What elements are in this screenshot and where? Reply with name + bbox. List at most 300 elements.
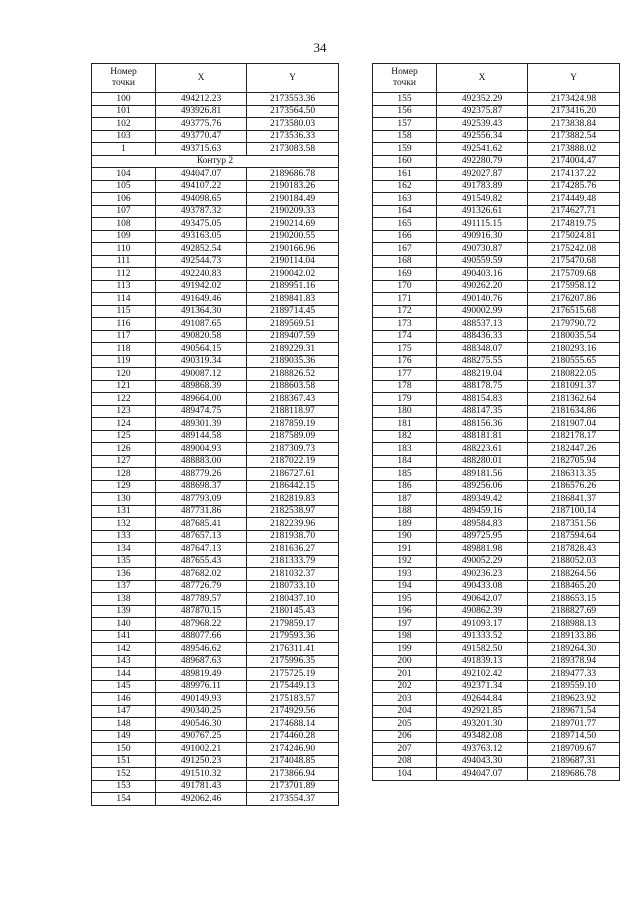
cell-point-number: 172	[373, 305, 437, 318]
cell-point-number: 157	[373, 118, 437, 131]
cell-x: 488077.66	[156, 630, 247, 643]
cell-point-number: 183	[373, 443, 437, 456]
page-number: 34	[313, 40, 327, 55]
cell-x: 491942.02	[156, 280, 247, 293]
cell-x: 490862.39	[437, 605, 528, 618]
cell-x: 488223.61	[437, 443, 528, 456]
cell-point-number: 184	[373, 455, 437, 468]
cell-x: 491783.89	[437, 180, 528, 193]
cell-x: 491549.82	[437, 193, 528, 206]
cell-point-number: 168	[373, 255, 437, 268]
cell-x: 488275.55	[437, 355, 528, 368]
table-row	[373, 393, 620, 406]
cell-x: 491326.61	[437, 205, 528, 218]
cell-x: 493201.30	[437, 718, 528, 731]
cell-point-number: 164	[373, 205, 437, 218]
cell-y: 2189686.78	[528, 768, 620, 781]
table-row	[92, 505, 339, 518]
cell-x: 493787.32	[156, 205, 247, 218]
table-row	[373, 418, 620, 431]
cell-x: 491002.21	[156, 743, 247, 756]
cell-y: 2190114.04	[247, 255, 339, 268]
cell-point-number: 150	[92, 743, 156, 756]
table-row	[92, 518, 339, 531]
cell-point-number: 202	[373, 680, 437, 693]
table-row	[373, 668, 620, 681]
cell-x: 492539.43	[437, 118, 528, 131]
cell-x: 487793.09	[156, 493, 247, 506]
table-row	[92, 168, 339, 181]
cell-y: 2175725.19	[247, 668, 339, 681]
cell-y: 2174929.56	[247, 705, 339, 718]
table-row	[92, 480, 339, 493]
cell-point-number: 135	[92, 555, 156, 568]
table-row	[373, 705, 620, 718]
table-row	[373, 330, 620, 343]
cell-x: 489474.75	[156, 405, 247, 418]
cell-point-number: 143	[92, 655, 156, 668]
table-row	[373, 468, 620, 481]
cell-x: 492921.85	[437, 705, 528, 718]
cell-x: 491839.13	[437, 655, 528, 668]
header-point-number: Номер точки	[373, 64, 437, 93]
cell-point-number: 104	[373, 768, 437, 781]
cell-y: 2173553.36	[247, 93, 339, 106]
cell-point-number: 124	[92, 418, 156, 431]
table-row	[92, 143, 339, 156]
cell-point-number: 139	[92, 605, 156, 618]
cell-point-number: 133	[92, 530, 156, 543]
cell-point-number: 187	[373, 493, 437, 506]
cell-y: 2190209.33	[247, 205, 339, 218]
cell-x: 488537.13	[437, 318, 528, 331]
cell-point-number: 174	[373, 330, 437, 343]
cell-x: 487726.79	[156, 580, 247, 593]
cell-point-number: 144	[92, 668, 156, 681]
cell-y: 2176207.86	[528, 293, 620, 306]
cell-x: 492544.73	[156, 255, 247, 268]
table-row	[92, 693, 339, 706]
cell-y: 2175958.12	[528, 280, 620, 293]
table-row	[92, 268, 339, 281]
table-row	[92, 393, 339, 406]
cell-point-number: 155	[373, 93, 437, 106]
cell-x: 489881.98	[437, 543, 528, 556]
cell-x: 490236.23	[437, 568, 528, 581]
cell-point-number: 101	[92, 105, 156, 118]
cell-y: 2187309.73	[247, 443, 339, 456]
table-row	[92, 568, 339, 581]
cell-point-number: 176	[373, 355, 437, 368]
cell-x: 491582.50	[437, 643, 528, 656]
table-row	[92, 555, 339, 568]
cell-point-number: 194	[373, 580, 437, 593]
cell-y: 2189623.92	[528, 693, 620, 706]
table-row	[92, 543, 339, 556]
cell-point-number: 179	[373, 393, 437, 406]
cell-point-number: 142	[92, 643, 156, 656]
cell-x: 490767.25	[156, 730, 247, 743]
table-row	[92, 643, 339, 656]
table-row	[92, 180, 339, 193]
cell-point-number: 167	[373, 243, 437, 256]
table-row	[92, 230, 339, 243]
cell-x: 488348.07	[437, 343, 528, 356]
cell-x: 490149.93	[156, 693, 247, 706]
cell-point-number: 129	[92, 480, 156, 493]
table-row	[92, 330, 339, 343]
cell-x: 487685.41	[156, 518, 247, 531]
cell-y: 2175242.08	[528, 243, 620, 256]
cell-point-number: 138	[92, 593, 156, 606]
table-row	[92, 705, 339, 718]
cell-point-number: 171	[373, 293, 437, 306]
cell-y: 2174627.71	[528, 205, 620, 218]
table-row	[373, 605, 620, 618]
table-row	[92, 768, 339, 781]
cell-point-number: 196	[373, 605, 437, 618]
cell-x: 493770.47	[156, 130, 247, 143]
table-row	[373, 755, 620, 768]
table-row	[373, 230, 620, 243]
cell-y: 2189709.67	[528, 743, 620, 756]
cell-y: 2190214.69	[247, 218, 339, 231]
table-row	[92, 680, 339, 693]
cell-point-number: 205	[373, 718, 437, 731]
table-row	[92, 580, 339, 593]
table-row	[373, 493, 620, 506]
cell-point-number: 169	[373, 268, 437, 281]
cell-point-number: 136	[92, 568, 156, 581]
cell-point-number: 107	[92, 205, 156, 218]
cell-point-number: 122	[92, 393, 156, 406]
cell-x: 489349.42	[437, 493, 528, 506]
table-row	[373, 693, 620, 706]
cell-x: 489819.49	[156, 668, 247, 681]
cell-point-number: 119	[92, 355, 156, 368]
cell-y: 2180035.54	[528, 330, 620, 343]
cell-x: 492644.84	[437, 693, 528, 706]
cell-y: 2188988.13	[528, 618, 620, 631]
table-row	[373, 518, 620, 531]
cell-y: 2180437.10	[247, 593, 339, 606]
cell-point-number: 165	[373, 218, 437, 231]
cell-y: 2182538.97	[247, 505, 339, 518]
cell-y: 2180293.16	[528, 343, 620, 356]
cell-x: 489664.00	[156, 393, 247, 406]
cell-x: 490559.59	[437, 255, 528, 268]
cell-x: 492352.29	[437, 93, 528, 106]
cell-point-number: 186	[373, 480, 437, 493]
table-row	[373, 543, 620, 556]
cell-x: 490730.87	[437, 243, 528, 256]
cell-point-number: 189	[373, 518, 437, 531]
cell-y: 2190042.02	[247, 268, 339, 281]
cell-y: 2181333.79	[247, 555, 339, 568]
table-row	[92, 418, 339, 431]
cell-y: 2188603.58	[247, 380, 339, 393]
cell-x: 490319.34	[156, 355, 247, 368]
cell-x: 488147.35	[437, 405, 528, 418]
cell-point-number: 181	[373, 418, 437, 431]
cell-y: 2188052.03	[528, 555, 620, 568]
table-row	[373, 255, 620, 268]
cell-x: 494098.65	[156, 193, 247, 206]
cell-point-number: 162	[373, 180, 437, 193]
cell-y: 2189229.31	[247, 343, 339, 356]
cell-point-number: 148	[92, 718, 156, 731]
cell-point-number: 109	[92, 230, 156, 243]
cell-y: 2173888.02	[528, 143, 620, 156]
cell-x: 489256.06	[437, 480, 528, 493]
table-row	[373, 618, 620, 631]
cell-x: 492102.42	[437, 668, 528, 681]
table-row	[373, 530, 620, 543]
table-row	[373, 168, 620, 181]
table-row	[373, 430, 620, 443]
cell-point-number: 161	[373, 168, 437, 181]
cell-point-number: 127	[92, 455, 156, 468]
cell-y: 2174246.90	[247, 743, 339, 756]
cell-x: 489868.39	[156, 380, 247, 393]
cell-y: 2189378.94	[528, 655, 620, 668]
table-row	[373, 630, 620, 643]
cell-x: 494043.30	[437, 755, 528, 768]
cell-point-number: 114	[92, 293, 156, 306]
table-row	[373, 118, 620, 131]
table-row	[92, 593, 339, 606]
cell-x: 490916.30	[437, 230, 528, 243]
cell-x: 488156.36	[437, 418, 528, 431]
table-row	[92, 255, 339, 268]
contour-label: Контур 2	[92, 155, 339, 168]
cell-y: 2173701.89	[247, 780, 339, 793]
cell-x: 489687.63	[156, 655, 247, 668]
cell-x: 493482.08	[437, 730, 528, 743]
table-row	[92, 105, 339, 118]
table-header-row	[373, 64, 620, 93]
cell-point-number: 178	[373, 380, 437, 393]
cell-x: 492556.34	[437, 130, 528, 143]
cell-y: 2188653.15	[528, 593, 620, 606]
cell-y: 2173416.20	[528, 105, 620, 118]
table-row	[373, 218, 620, 231]
table-row	[373, 368, 620, 381]
cell-y: 2189133.86	[528, 630, 620, 643]
cell-point-number: 128	[92, 468, 156, 481]
cell-y: 2181907.04	[528, 418, 620, 431]
cell-y: 2180145.43	[247, 605, 339, 618]
table-row	[92, 218, 339, 231]
cell-x: 488181.81	[437, 430, 528, 443]
cell-x: 488280.01	[437, 455, 528, 468]
table-row	[92, 718, 339, 731]
table-row	[92, 280, 339, 293]
table-row	[373, 555, 620, 568]
table-row	[373, 593, 620, 606]
cell-x: 493775.76	[156, 118, 247, 131]
table-row	[92, 243, 339, 256]
table-row	[92, 380, 339, 393]
coordinates-table-left	[91, 63, 339, 806]
cell-point-number: 203	[373, 693, 437, 706]
cell-x: 491250.23	[156, 755, 247, 768]
cell-y: 2174688.14	[247, 718, 339, 731]
cell-x: 491510.32	[156, 768, 247, 781]
cell-point-number: 121	[92, 380, 156, 393]
cell-point-number: 191	[373, 543, 437, 556]
table-row	[92, 743, 339, 756]
cell-point-number: 116	[92, 318, 156, 331]
cell-x: 489976.11	[156, 680, 247, 693]
cell-y: 2189714.45	[247, 305, 339, 318]
cell-x: 489301.39	[156, 418, 247, 431]
table-row	[373, 268, 620, 281]
cell-y: 2174137.22	[528, 168, 620, 181]
cell-y: 2175709.68	[528, 268, 620, 281]
cell-y: 2188367.43	[247, 393, 339, 406]
cell-point-number: 113	[92, 280, 156, 293]
cell-y: 2186841.37	[528, 493, 620, 506]
table-row	[373, 193, 620, 206]
table-row	[373, 180, 620, 193]
cell-y: 2187859.19	[247, 418, 339, 431]
table-row	[92, 343, 339, 356]
cell-y: 2179859.17	[247, 618, 339, 631]
cell-point-number: 140	[92, 618, 156, 631]
header-x: X	[437, 64, 528, 93]
table-row	[92, 293, 339, 306]
cell-x: 492852.54	[156, 243, 247, 256]
cell-y: 2174460.28	[247, 730, 339, 743]
table-row	[92, 618, 339, 631]
cell-point-number: 130	[92, 493, 156, 506]
cell-point-number: 188	[373, 505, 437, 518]
cell-y: 2189714.50	[528, 730, 620, 743]
cell-y: 2182447.26	[528, 443, 620, 456]
table-row	[92, 318, 339, 331]
cell-point-number: 185	[373, 468, 437, 481]
cell-y: 2180822.05	[528, 368, 620, 381]
cell-y: 2186727.61	[247, 468, 339, 481]
cell-y: 2186442.15	[247, 480, 339, 493]
table-row	[373, 505, 620, 518]
cell-y: 2182178.17	[528, 430, 620, 443]
cell-x: 494047.07	[437, 768, 528, 781]
cell-y: 2188465.20	[528, 580, 620, 593]
cell-y: 2189559.10	[528, 680, 620, 693]
cell-point-number: 173	[373, 318, 437, 331]
cell-y: 2181634.86	[528, 405, 620, 418]
cell-x: 492240.83	[156, 268, 247, 281]
cell-y: 2182705.94	[528, 455, 620, 468]
cell-x: 489144.58	[156, 430, 247, 443]
cell-x: 493475.05	[156, 218, 247, 231]
cell-point-number: 159	[373, 143, 437, 156]
table-row	[92, 130, 339, 143]
cell-point-number: 105	[92, 180, 156, 193]
cell-y: 2186576.26	[528, 480, 620, 493]
cell-point-number: 200	[373, 655, 437, 668]
cell-point-number: 177	[373, 368, 437, 381]
cell-y: 2173564.50	[247, 105, 339, 118]
cell-point-number: 118	[92, 343, 156, 356]
cell-point-number: 137	[92, 580, 156, 593]
cell-x: 490052.29	[437, 555, 528, 568]
cell-y: 2175183.57	[247, 693, 339, 706]
cell-point-number: 117	[92, 330, 156, 343]
cell-x: 491781.43	[156, 780, 247, 793]
cell-point-number: 145	[92, 680, 156, 693]
table-row	[373, 730, 620, 743]
table-row	[373, 305, 620, 318]
table-row	[92, 630, 339, 643]
table-row	[373, 568, 620, 581]
table-row	[373, 655, 620, 668]
cell-x: 490403.16	[437, 268, 528, 281]
cell-point-number: 195	[373, 593, 437, 606]
cell-x: 490002.99	[437, 305, 528, 318]
cell-y: 2187594.64	[528, 530, 620, 543]
table-row	[92, 755, 339, 768]
cell-point-number: 125	[92, 430, 156, 443]
cell-point-number: 152	[92, 768, 156, 781]
cell-x: 493163.05	[156, 230, 247, 243]
cell-x: 488779.26	[156, 468, 247, 481]
cell-point-number: 115	[92, 305, 156, 318]
cell-y: 2176515.68	[528, 305, 620, 318]
cell-point-number: 149	[92, 730, 156, 743]
cell-y: 2173882.54	[528, 130, 620, 143]
cell-y: 2188118.97	[247, 405, 339, 418]
cell-point-number: 123	[92, 405, 156, 418]
cell-x: 488154.83	[437, 393, 528, 406]
cell-x: 488178.75	[437, 380, 528, 393]
table-row	[373, 280, 620, 293]
cell-x: 492062.46	[156, 793, 247, 806]
table-row	[92, 443, 339, 456]
cell-y: 2187351.56	[528, 518, 620, 531]
cell-y: 2190166.96	[247, 243, 339, 256]
cell-x: 489459.16	[437, 505, 528, 518]
table-row	[373, 105, 620, 118]
cell-point-number: 104	[92, 168, 156, 181]
cell-x: 487655.43	[156, 555, 247, 568]
table-row	[373, 318, 620, 331]
header-point-number: Номер точки	[92, 64, 156, 93]
cell-x: 492541.62	[437, 143, 528, 156]
table-row	[92, 780, 339, 793]
cell-y: 2174048.85	[247, 755, 339, 768]
table-row	[92, 155, 339, 168]
cell-point-number: 204	[373, 705, 437, 718]
table-row	[92, 305, 339, 318]
cell-y: 2188264.56	[528, 568, 620, 581]
cell-y: 2190183.26	[247, 180, 339, 193]
table-row	[373, 718, 620, 731]
cell-x: 491649.46	[156, 293, 247, 306]
cell-point-number: 106	[92, 193, 156, 206]
cell-x: 490433.08	[437, 580, 528, 593]
cell-x: 488883.00	[156, 455, 247, 468]
cell-point-number: 151	[92, 755, 156, 768]
table-row	[92, 405, 339, 418]
cell-x: 487647.13	[156, 543, 247, 556]
cell-point-number: 201	[373, 668, 437, 681]
table-row	[373, 143, 620, 156]
table-row	[373, 130, 620, 143]
cell-point-number: 207	[373, 743, 437, 756]
